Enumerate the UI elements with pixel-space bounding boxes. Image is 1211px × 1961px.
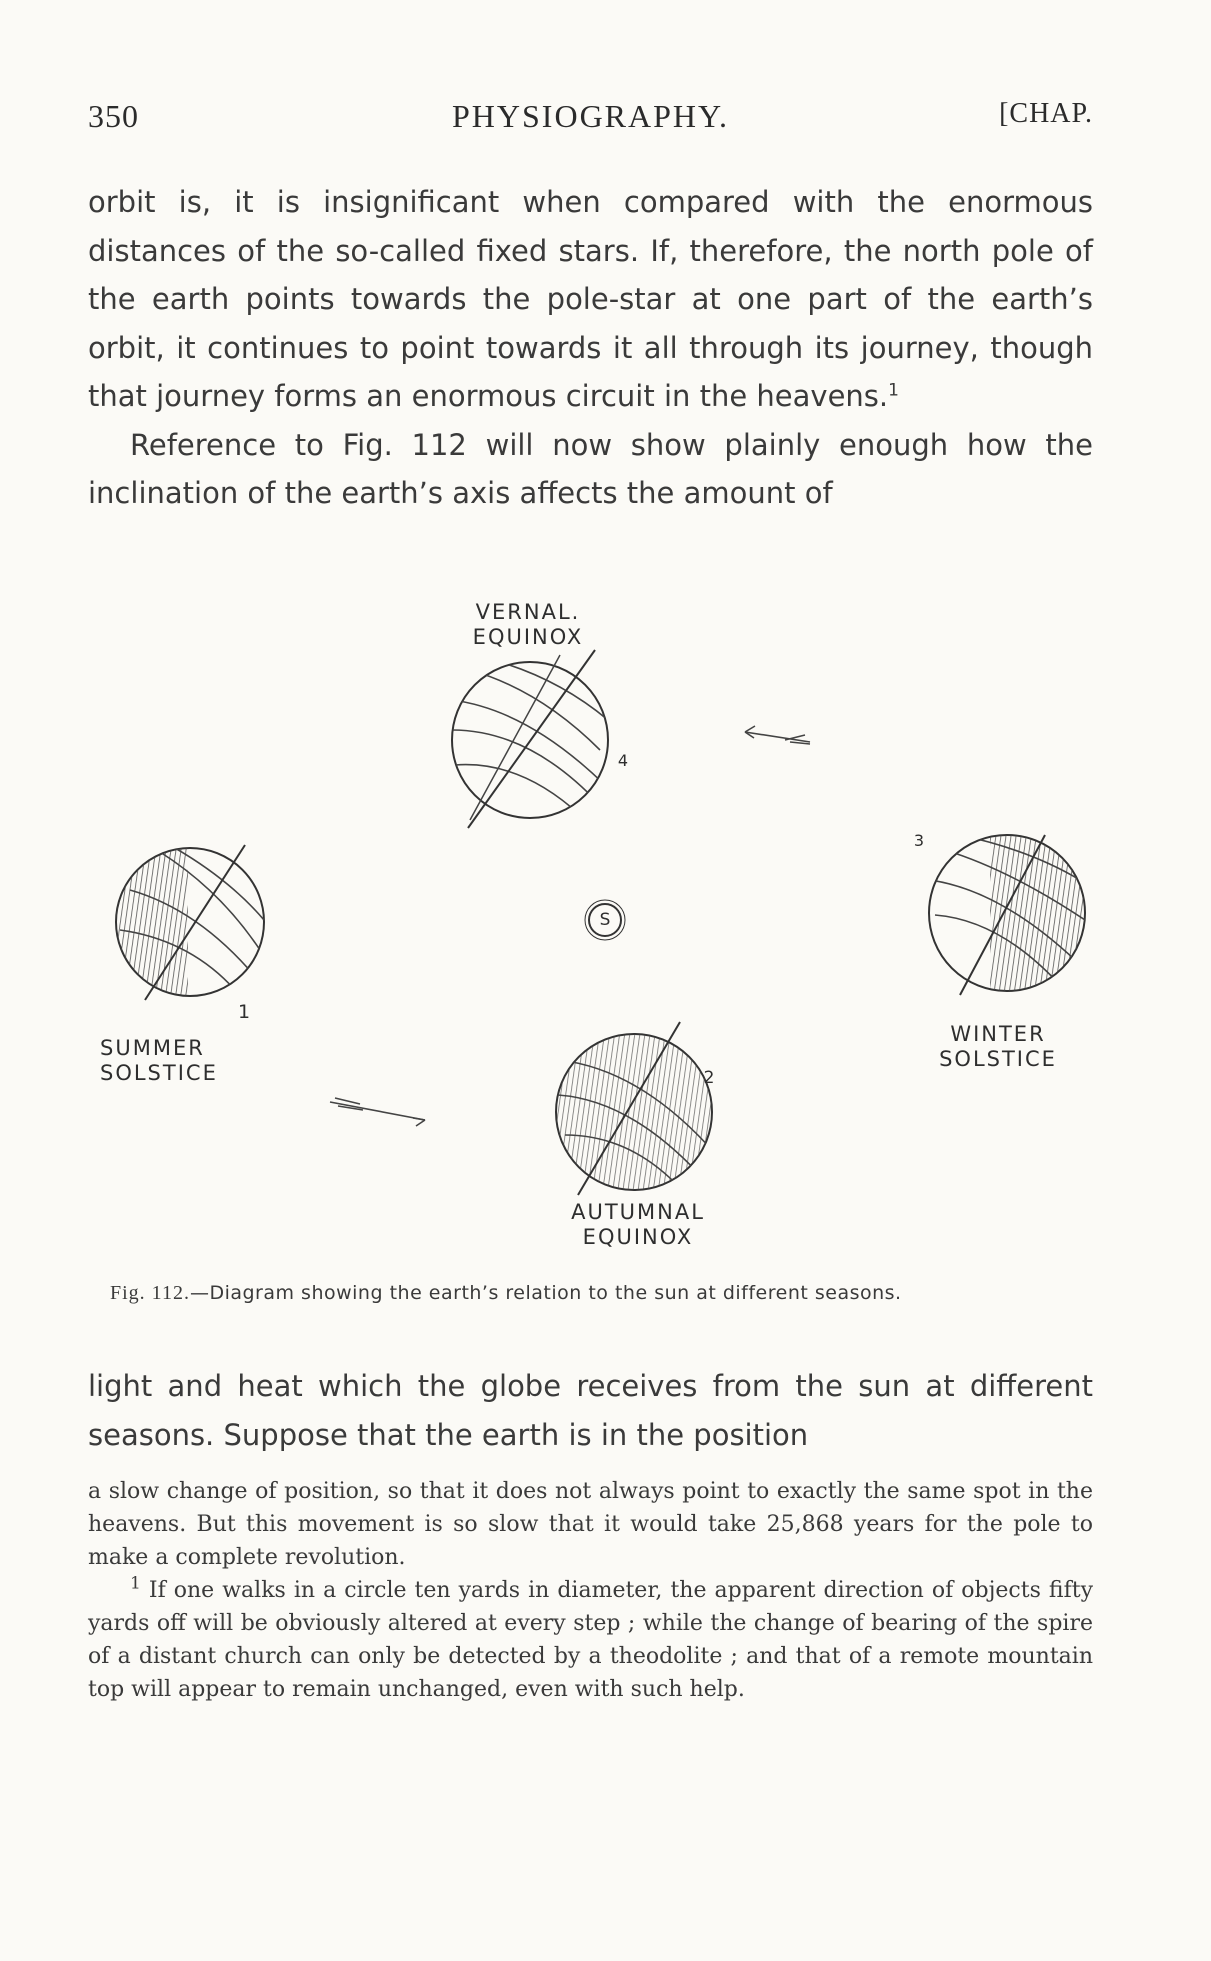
globe-vernal-equinox: [452, 650, 610, 828]
paragraph-3: light and heat which the globe receives from the sun at different seasons. Suppose that the earth is in the position: [88, 1369, 1093, 1452]
footnotes: [88, 1475, 1093, 1706]
sun-label: S: [599, 910, 611, 930]
globe-autumnal-equinox: [556, 1022, 716, 1200]
caption-figure-number: Fig. 112.: [110, 1282, 190, 1304]
label-winter-solstice: WINTER SOLSTICE: [939, 1022, 1057, 1071]
label-autumnal-equinox: AUTUMNAL EQUINOX: [571, 1200, 705, 1249]
page-number: 350: [88, 98, 139, 134]
footnote-1-marker: 1: [130, 1573, 141, 1594]
caption-text: —Diagram showing the earth’s relation to the sun at different seasons.: [189, 1282, 902, 1304]
orbit-arrow-bottom: [330, 1098, 425, 1126]
seasons-diagram: [0, 590, 1211, 1280]
figure-caption: [110, 1282, 1110, 1305]
footnote-1-text: If one walks in a circle ten yards in diameter, the apparent direction of objects fifty yards off will be obviously altered at every step ; while the change of bearing of the spire of a distant church can only be detected by a theodolite ; and that of a remote mountain top will appear to remain unchanged, even with such help.: [88, 1578, 1093, 1702]
number-winter: 3: [913, 831, 927, 850]
number-summer: 1: [237, 1001, 253, 1023]
footnote-ref: 1: [888, 380, 899, 401]
orbit-arrow-top: [745, 726, 810, 744]
running-title: PHYSIOGRAPHY.: [451, 98, 730, 134]
footnote-1: [88, 1574, 1093, 1706]
body-text-top: [88, 178, 1093, 518]
page-header: [88, 98, 1093, 146]
number-vernal: 4: [617, 751, 631, 770]
globe-winter-solstice: [929, 830, 1090, 1000]
body-text-bottom: [88, 1362, 1093, 1459]
label-summer-solstice: SUMMER SOLSTICE: [100, 1036, 218, 1085]
number-autumnal: 2: [703, 1068, 717, 1088]
figure-112: [0, 590, 1211, 1280]
label-vernal-equinox: VERNAL. EQUINOX: [472, 600, 584, 649]
paragraph-2: Reference to Fig. 112 will now show plainly enough how the inclination of the earth’s axis affects the amount of: [88, 427, 1093, 510]
footnote-continued: a slow change of position, so that it does not always point to exactly the same spot in the heavens. But this movement is so slow that it would take 25,868 years for the pole to make a complete revolution.: [88, 1479, 1093, 1570]
paragraph-1: [88, 178, 1093, 421]
chapter-marker: [CHAP.: [999, 98, 1093, 129]
globe-summer-solstice: [110, 840, 264, 1010]
paragraph-1-text: orbit is, it is insignificant when compared with the enormous distances of the so-called fixed stars. If, therefore, the north pole of the earth points towards the pole-star at one part of the earth’s orbit, it continues to point towards it all through its journey, though that journey forms an enormous circuit in the heavens.: [88, 185, 1093, 413]
